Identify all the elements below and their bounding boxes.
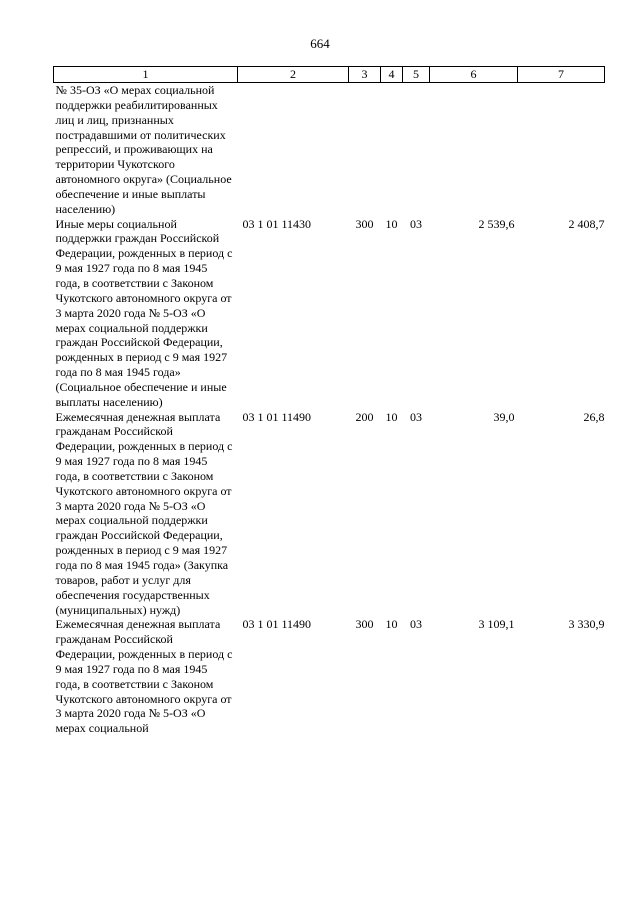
row-amount-7: 26,8 (583, 409, 605, 424)
row-amount-7: 3 330,9 (568, 617, 605, 632)
row-amount-6: 3 109,1 (478, 617, 515, 632)
column-header-2: 2 (238, 67, 349, 83)
column-header-7: 7 (518, 67, 605, 83)
row-amount-6 (430, 83, 518, 217)
page-number: 664 (310, 36, 330, 51)
row-amount-6: 2 539,6 (478, 216, 515, 231)
row-section: 10 (385, 617, 398, 632)
row-expense-type (349, 83, 381, 217)
row-target-code: 03 1 01 11430 (242, 216, 312, 231)
row-subsection: 03 (410, 617, 422, 632)
row-amount-6: 39,0 (493, 409, 515, 424)
row-name: Иные меры социальной поддержки граждан Российской Федерации, рожденных в период с 9 мая 1927 года по 8 мая 1945 года, в соответствии с Законом Чукотского автономного округа от 3 марта 2020 года № 5-ОЗ «О мерах социальной поддержки граждан Российской Федерации, рожденных в период с 9 мая 1927 года по 8 мая 1945 года» (Социальное обеспечение и иные выплаты населению) (55, 216, 233, 409)
row-section (381, 83, 403, 217)
row-target-code: 03 1 01 11490 (242, 617, 312, 632)
row-expense-type: 200 (355, 409, 374, 424)
row-subsection (403, 83, 430, 217)
row-target-code: 03 1 01 11490 (242, 409, 312, 424)
table-row (54, 83, 605, 217)
row-name: № 35-ОЗ «О мерах социальной поддержки реабилитированных лиц и лиц, признанных пострадавшими от политических репрессий, и проживающих на территории Чукотского автономного округа» (Социальное обеспечение и иные выплаты населению) (55, 83, 232, 216)
row-section: 10 (385, 216, 398, 231)
table-row (54, 217, 605, 410)
row-expense-type: 300 (355, 617, 374, 632)
row-amount-7 (518, 83, 605, 217)
row-subsection: 03 (410, 409, 422, 424)
table-row (54, 410, 605, 618)
row-name: Ежемесячная денежная выплата гражданам Российской Федерации, рожденных в период с 9 мая 1927 года по 8 мая 1945 года, в соответствии с Законом Чукотского автономного округа от 3 марта 2020 года № 5-ОЗ «О мерах социальной поддержки граждан Российской Федерации, рожденных в период с 9 мая 1927 года по 8 мая 1945 года» (Закупка товаров, работ и услуг для обеспечения государственных (муниципальных) нужд) (55, 409, 233, 617)
table-header-row (54, 67, 605, 83)
row-target-code (238, 83, 349, 217)
table-row (54, 617, 605, 736)
column-header-1: 1 (54, 67, 238, 83)
row-expense-type: 300 (355, 216, 374, 231)
row-section: 10 (385, 409, 398, 424)
row-subsection: 03 (410, 216, 422, 231)
column-header-3: 3 (349, 67, 381, 83)
row-amount-7: 2 408,7 (568, 216, 605, 231)
column-header-4: 4 (381, 67, 403, 83)
column-header-6: 6 (430, 67, 518, 83)
row-name: Ежемесячная денежная выплата гражданам Российской Федерации, рожденных в период с 9 мая 1927 года по 8 мая 1945 года, в соответствии с Законом Чукотского автономного округа от 3 марта 2020 года № 5-ОЗ «О мерах социальной (55, 617, 233, 736)
budget-table (53, 66, 605, 736)
column-header-5: 5 (403, 67, 430, 83)
